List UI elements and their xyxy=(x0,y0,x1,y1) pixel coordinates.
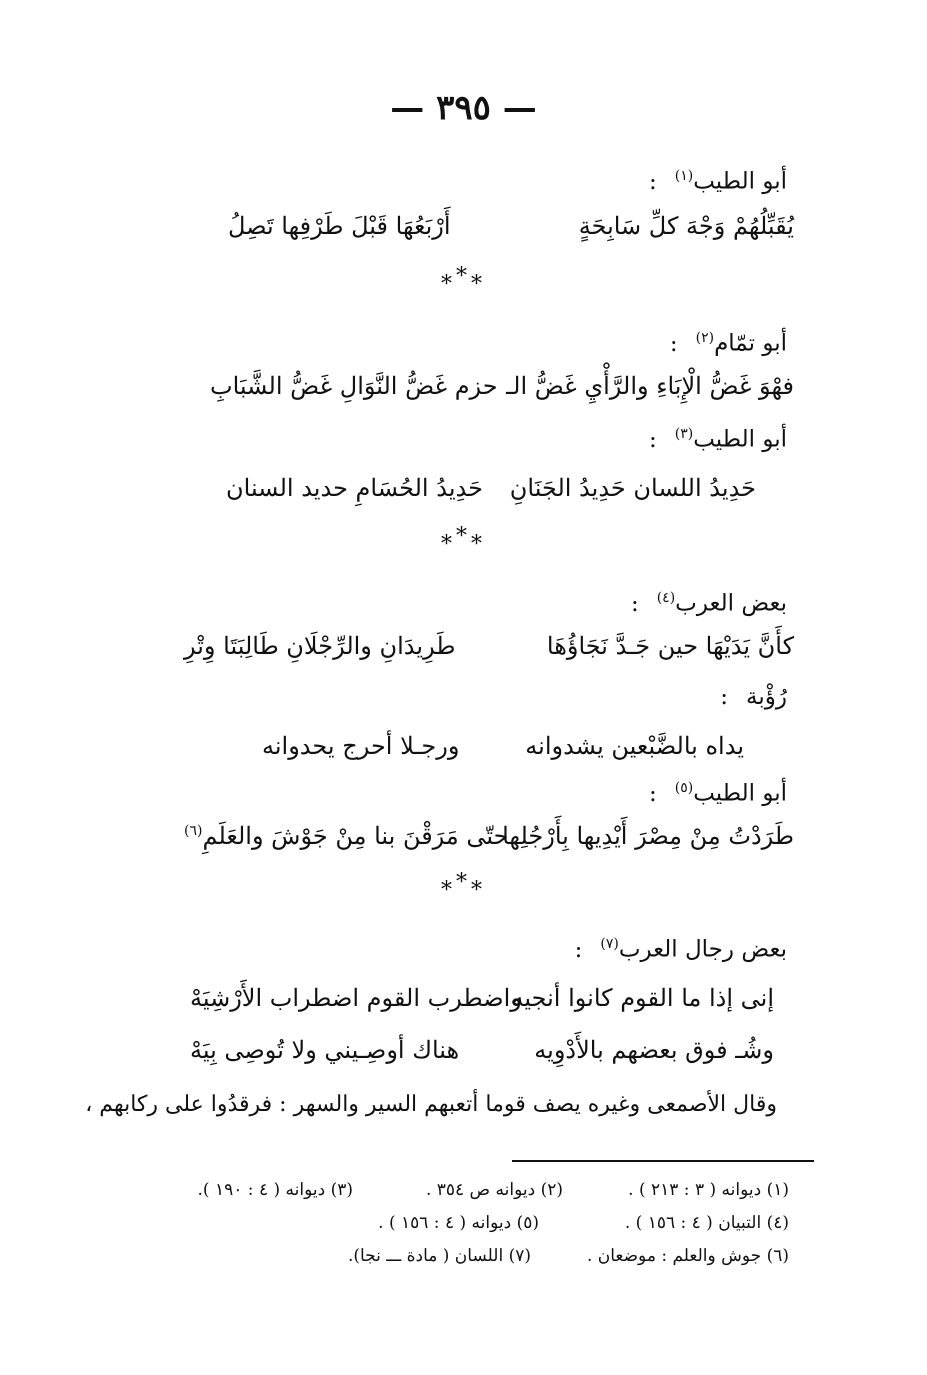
verse-hemistich-second: حتّى مَرَقْنَ بنا مِنْ جَوْشَ والعَلَمِ$^{(٦)}$ xyxy=(184,822,509,850)
verse-hemistich-first: إنى إذا ما القوم كانوا أنجيه xyxy=(511,984,774,1012)
verse-hemistich-second: ورجـلا أحرج يحدوانه xyxy=(262,732,460,760)
verse-line xyxy=(190,1036,774,1076)
verse-hemistich-first: وشُـ فوق بعضهم بالأَدْوِيه xyxy=(534,1036,774,1064)
poet-heading xyxy=(649,780,787,807)
poet-heading xyxy=(649,426,787,453)
verse-line xyxy=(184,822,794,862)
footnote-ref: (٦) xyxy=(184,823,203,839)
footnote: (٧) اللسان ( مادة ـــ نجا). xyxy=(347,1246,531,1266)
colon: : xyxy=(649,780,657,807)
poet-name: بعض العرب xyxy=(675,590,787,617)
footnote: (١) ديوانه ( ٣ : ٢١٣ ) . xyxy=(628,1180,789,1200)
poet-heading xyxy=(720,684,787,710)
footnote: (٣) ديوانه ( ٤ : ١٩٠ ). xyxy=(197,1180,353,1200)
poet-heading xyxy=(575,936,787,963)
verse-hemistich-second: حزم غَضُّ النَّوَالِ غَضُّ الشَّبَابِ xyxy=(210,372,498,400)
verse-hemistich-first: كأَنَّ يَدَيْهَا حين جَـدَّ نَجَاؤُهَا xyxy=(546,632,794,660)
page-number: — ٣٩٥ — xyxy=(390,88,537,128)
verse-hemistich-second: هناك أوصِـيني ولا تُوصِى بِيَهْ xyxy=(190,1036,460,1064)
colon: : xyxy=(630,590,639,617)
verse-hemistich-first: يُقَبِّلُهُمْ وَجْهَ كلِّ سَابِحَةٍ xyxy=(578,212,794,240)
poet-name: بعض رجال العرب xyxy=(618,936,787,963)
colon: : xyxy=(669,330,678,357)
footnote-ref: (٢) xyxy=(695,330,715,346)
colon: : xyxy=(649,426,657,453)
verse-line xyxy=(210,372,794,412)
footnote-ref: (٣) xyxy=(674,426,694,442)
poet-name: أبو الطيب xyxy=(693,168,787,195)
poet-name: أبو الطيب xyxy=(693,780,787,807)
poet-name: أبو تمّام xyxy=(714,330,787,357)
section-separator: *** xyxy=(441,524,486,557)
colon: : xyxy=(720,684,729,710)
poet-heading xyxy=(631,590,787,617)
footnote-row xyxy=(139,1246,789,1276)
section-separator: *** xyxy=(441,870,486,903)
verse-line xyxy=(262,732,744,772)
poet-heading xyxy=(670,330,787,357)
verse-line xyxy=(226,474,756,514)
verse-line xyxy=(184,632,794,672)
footnote-ref: (٧) xyxy=(600,936,619,952)
footnote-ref: (٤) xyxy=(656,590,676,606)
verse-line xyxy=(228,212,794,252)
footnote: (٢) ديوانه ص ٣٥٤ . xyxy=(425,1180,563,1200)
verse-hemistich-first: فهْوَ غَضُّ الْإِبَاءِ والرَّأْيِ غَضُّ الـ xyxy=(506,372,794,400)
footnote: (٤) التبيان ( ٤ : ١٥٦ ) . xyxy=(624,1213,789,1233)
verse-hemistich-second: واضطرب القوم اضطراب الأَرْشِيَهْ xyxy=(190,984,522,1012)
footnote-ref: (١) xyxy=(674,168,694,184)
footnote: (٦) جوش والعلم : موضعان . xyxy=(586,1246,789,1266)
footnote-rule xyxy=(512,1160,814,1162)
verse-line xyxy=(190,984,774,1024)
colon: : xyxy=(574,936,583,963)
footnote-row xyxy=(139,1180,789,1210)
verse-hemistich-first: حَدِيدُ اللسان حَدِيدُ الجَنَانِ xyxy=(509,474,756,502)
colon: : xyxy=(649,168,657,195)
section-separator: *** xyxy=(441,264,486,297)
verse-hemistich-second: أَرْبَعُهَا قَبْلَ طَرْفِها تَصِلُ xyxy=(228,212,451,240)
poet-name: رُؤْبة xyxy=(746,684,787,710)
verse-hemistich-second: طَرِيدَانِ والرِّجْلَانِ طَالِبَتَا وِتْرِ xyxy=(184,632,456,660)
verse-hemistich-first: يداه بالضَّبْعين يشدوانه xyxy=(525,732,744,760)
prose-paragraph: وقال الأصمعى وغيره يصف قوما أتعبهم السير والسهر : فرقدُوا على ركابهم ، xyxy=(85,1092,777,1117)
poet-heading xyxy=(649,168,787,195)
footnote-ref: (٥) xyxy=(674,780,694,796)
poet-name: أبو الطيب xyxy=(693,426,787,453)
verse-hemistich-second: حَدِيدُ الحُسَامِ حديد السنان xyxy=(226,474,483,502)
footnote-row xyxy=(139,1213,789,1243)
verse-hemistich-first: طَرَدْتُ مِنْ مِصْرَ أَيْدِيها بِأَرْجُلِها xyxy=(502,822,794,850)
footnote: (٥) ديوانه ( ٤ : ١٥٦ ) . xyxy=(378,1213,539,1233)
